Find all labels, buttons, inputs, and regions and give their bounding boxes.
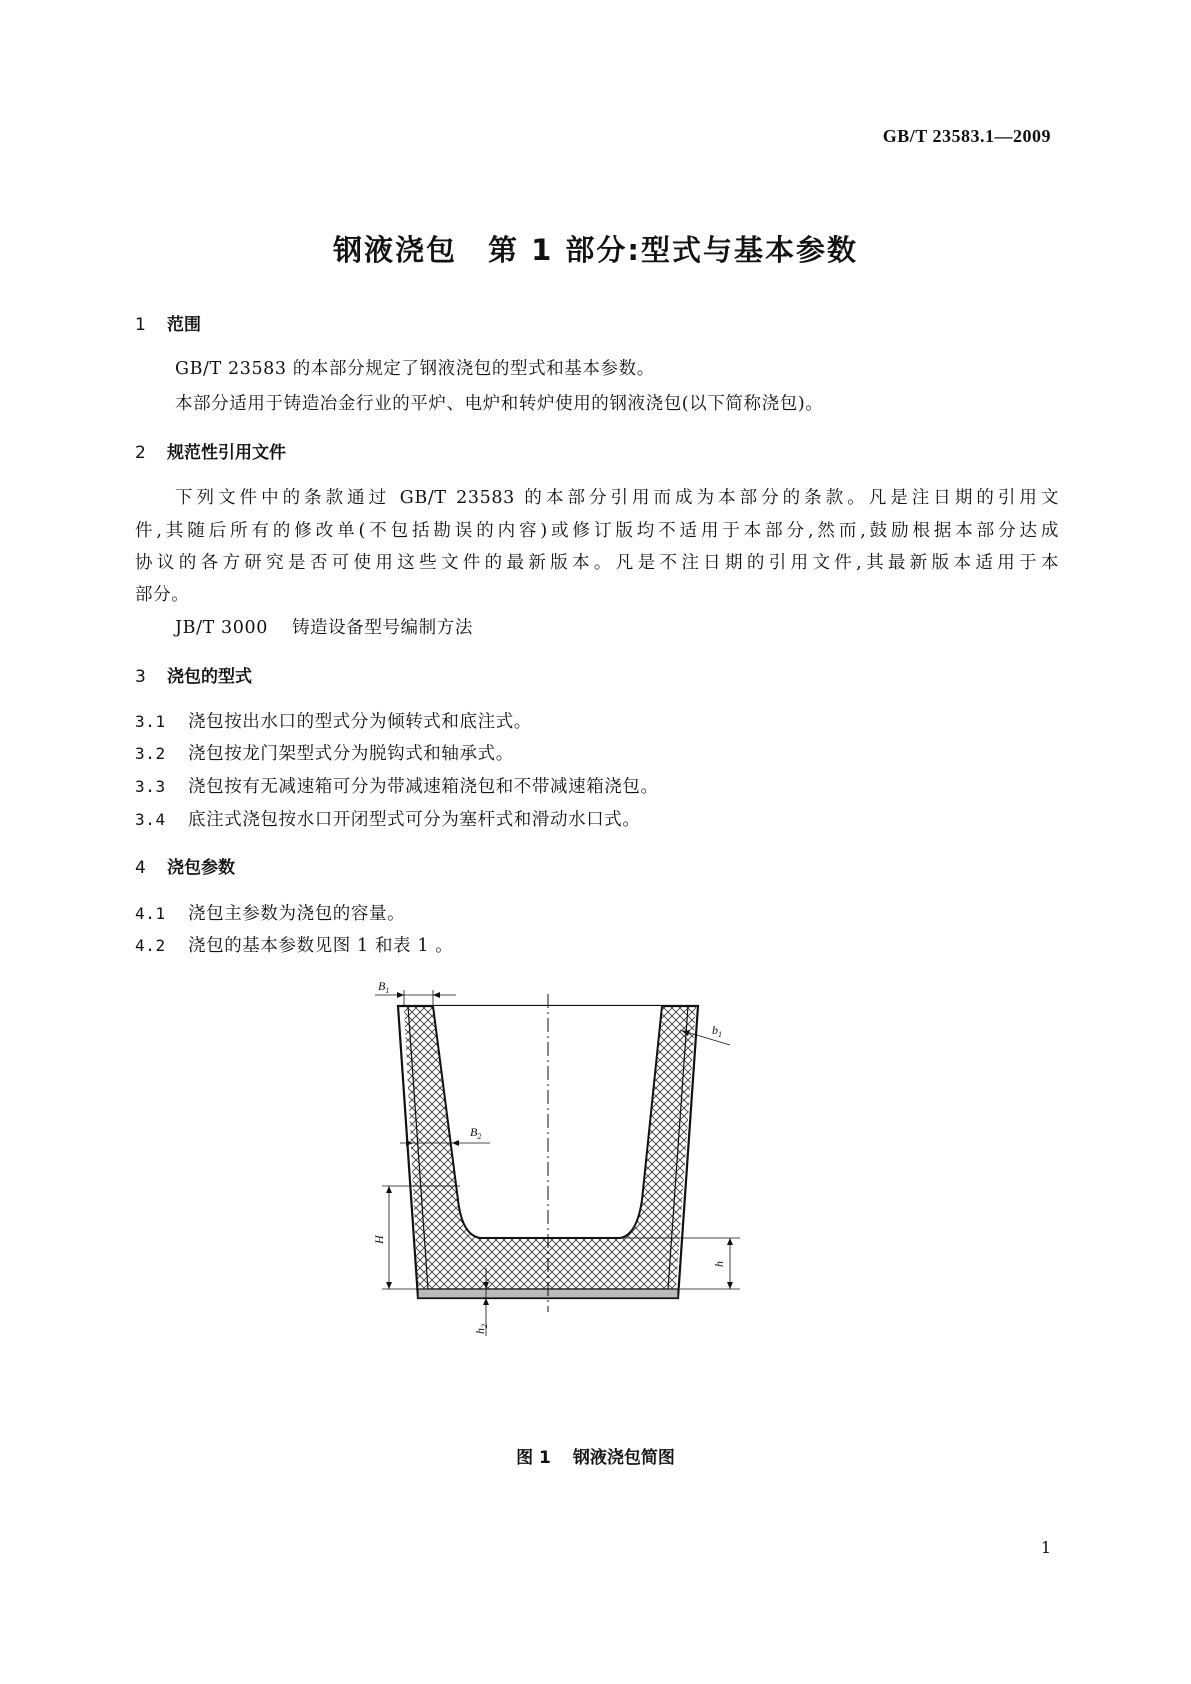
label-b1: $B_1$ (378, 979, 390, 995)
paragraph-line: 部分。 (135, 585, 190, 605)
paragraph-line: 协议的各方研究是否可使用这些文件的最新版本。凡是不注日期的引用文件,其最新版本适用于本 (135, 553, 1059, 573)
section-number: 4 (135, 858, 146, 878)
arrow-head (433, 992, 440, 998)
standard-code: GB/T 23583.1—2009 (882, 126, 1051, 146)
clause-number: 4.2 (135, 936, 166, 955)
ladle-diagram (372, 979, 780, 1340)
paragraph-line: 下列文件中的条款通过 GB/T 23583 的本部分引用而成为本部分的条款。凡是注日期的引用文 (175, 488, 1059, 508)
arrow-head (397, 992, 404, 998)
figure-caption (0, 1443, 1191, 1468)
clause (135, 773, 659, 798)
clause (135, 900, 405, 925)
reference-code: JB/T 3000 (175, 618, 268, 638)
clause-number: 3.2 (135, 744, 166, 763)
label-h-height: H (372, 1235, 386, 1244)
page-title: 钢液浇包 第 1 部分:型式与基本参数 (333, 233, 858, 267)
clause-text: 浇包按出水口的型式分为倾转式和底注式。 (188, 712, 532, 732)
clause (135, 806, 641, 831)
section-heading (135, 310, 201, 335)
label-h-bottom: h (712, 1261, 726, 1267)
label-b2: $B_2$ (470, 1125, 482, 1141)
reference-title: 铸造设备型号编制方法 (291, 618, 473, 638)
section-number: 2 (135, 443, 146, 463)
clause-text: 底注式浇包按水口开闭型式可分为塞杆式和滑动水口式。 (188, 810, 641, 830)
arrow-head (386, 1186, 392, 1193)
arrow-head (386, 1282, 392, 1289)
label-b1-small: $b_1$ (712, 1023, 722, 1039)
clause-number: 3.1 (135, 712, 166, 731)
clause-text: 浇包按龙门架型式分为脱钩式和轴承式。 (188, 744, 514, 764)
paragraph: 本部分适用于铸造冶金行业的平炉、电炉和转炉使用的钢液浇包(以下简称浇包)。 (175, 394, 824, 414)
section-heading (135, 662, 252, 687)
paragraph: GB/T 23583 的本部分规定了钢液浇包的型式和基本参数。 (175, 359, 655, 379)
section-title: 范围 (167, 315, 201, 335)
arrow-head (727, 1238, 733, 1245)
section-number: 1 (135, 315, 146, 335)
arrow-head (727, 1282, 733, 1289)
figure-title: 钢液浇包简图 (572, 1448, 675, 1468)
page-number: 1 (1040, 1538, 1051, 1557)
figure-number: 图 1 (516, 1448, 551, 1468)
clause-text: 浇包按有无减速箱可分为带减速箱浇包和不带减速箱浇包。 (188, 777, 659, 797)
section-heading (135, 438, 286, 463)
section-title: 浇包的型式 (167, 667, 252, 687)
clause-number: 3.3 (135, 777, 166, 796)
clause (135, 740, 514, 765)
section-number: 3 (135, 667, 146, 687)
section-heading (135, 853, 235, 878)
clause (135, 932, 453, 957)
section-title: 规范性引用文件 (167, 443, 286, 463)
clause-text: 浇包的基本参数见图 1 和表 1 。 (188, 936, 454, 956)
clause-number: 4.1 (135, 904, 166, 923)
clause-text: 浇包主参数为浇包的容量。 (188, 904, 406, 924)
section-title: 浇包参数 (167, 858, 235, 878)
normative-reference (175, 614, 473, 639)
clause-number: 3.4 (135, 810, 166, 829)
paragraph-line: 件,其随后所有的修改单(不包括勘误的内容)或修订版均不适用于本部分,然而,鼓励根据本部分达成 (135, 521, 1059, 541)
clause (135, 708, 532, 733)
label-h2: $h_2$ (473, 1324, 489, 1334)
